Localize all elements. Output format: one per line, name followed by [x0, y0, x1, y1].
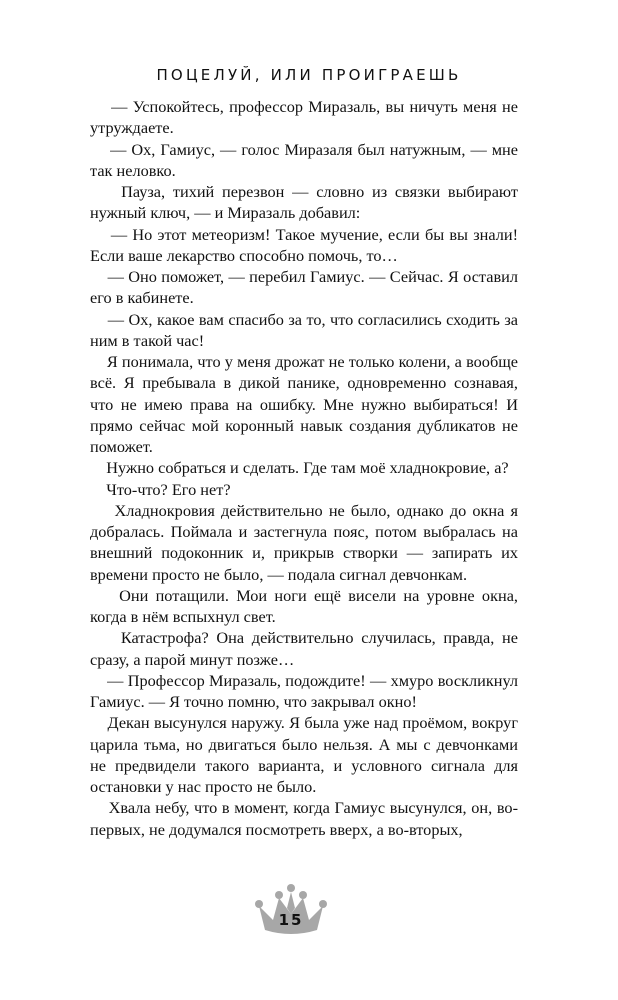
paragraph: Они потащили. Мои ноги ещё висели на уровне окна, когда в нём вспыхнул свет. [90, 585, 518, 626]
paragraph: Хвала небу, что в момент, когда Гамиус высунулся, он, во-первых, не додумался посмотреть вверх, а во-вторых, [90, 798, 518, 839]
paragraph: — Профессор Миразаль, подождите! — хмуро воскликнул Гамиус. — Я точно помню, что закрывал окно! [90, 670, 518, 711]
paragraph: — Ох, какое вам спасибо за то, что согласились сходить за ним в такой час! [90, 309, 518, 350]
paragraph: — Успокойтесь, профессор Миразаль, вы ничуть меня не утруждаете. [90, 97, 518, 138]
paragraph: Хладнокровия действительно не было, однако до окна я добралась. Поймала и застегнула пояс, потом выбралась на внешний подоконник и, прикрыв створки — запирать их времени просто не было, — подала сигнал девчонкам. [90, 500, 518, 584]
running-header: ПОЦЕЛУЙ, ИЛИ ПРОИГРАЕШЬ [156, 66, 462, 84]
page-number: 15 [278, 911, 304, 929]
paragraph: — Оно поможет, — перебил Гамиус. — Сейчас. Я оставил его в кабинете. [90, 267, 518, 308]
paragraph: Пауза, тихий перезвон — словно из связки выбирают нужный ключ, — и Миразаль добавил: [90, 182, 518, 223]
paragraph: Что-что? Его нет? [90, 479, 231, 499]
paragraph: — Но этот метеоризм! Такое мучение, если бы вы знали! Если ваше лекарство способно помочь, то… [90, 224, 518, 265]
body-text [90, 96, 518, 840]
paragraph: Катастрофа? Она действительно случилась, правда, не сразу, а парой минут позже… [90, 628, 518, 669]
paragraph: Декан высунулся наружу. Я была уже над проёмом, вокруг царила тьма, но двигаться было нельзя. А мы с девчонками не предвидели такого варианта, и условного сигнала для остановки у нас просто не было. [90, 713, 518, 796]
page-number-badge [253, 884, 329, 940]
paragraph: — Ох, Гамиус, — голос Миразаля был натужным, — мне так неловко. [90, 139, 518, 180]
paragraph: Я понимала, что у меня дрожат не только колени, а вообще всё. Я пребывала в дикой панике, одновременно сознавая, что не имею права на ошибку. Мне нужно выбираться! И прямо сейчас мой коронный навык создания дубликатов не поможет. [90, 352, 518, 456]
paragraph: Нужно собраться и сделать. Где там моё хладнокровие, а? [90, 458, 509, 478]
